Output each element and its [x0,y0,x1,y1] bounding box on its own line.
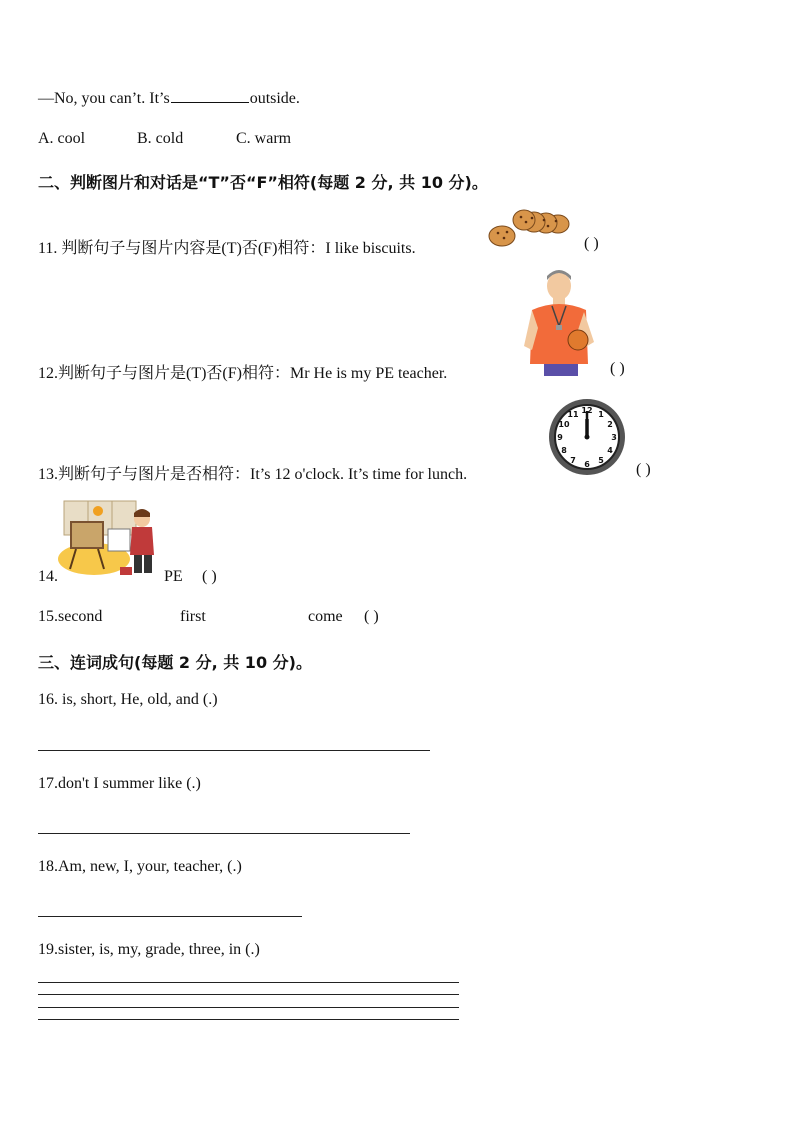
q15-word-1: second [58,608,103,625]
svg-text:8: 8 [561,446,567,455]
q13-text: 13.判断句子与图片是否相符：It’s 12 o'clock. It’s time for lunch. [38,466,468,483]
q19-answer-line-1[interactable] [38,982,459,983]
q10-prefix: —No, you can’t. It’s [38,90,170,107]
q16-text: 16. is, short, He, old, and (.) [38,691,218,708]
q15-answer-parens[interactable]: ( ) [364,608,379,625]
svg-text:12: 12 [581,406,593,415]
q10-blank[interactable] [171,88,249,103]
svg-text:7: 7 [570,456,576,465]
q19-answer-line-3[interactable] [38,1007,459,1008]
svg-text:10: 10 [558,420,570,429]
biscuits-image [488,208,572,252]
q19-answer-line-4[interactable] [38,1019,459,1020]
section-2-title: 二、判断图片和对话是“T”否“F”相符(每题 2 分, 共 10 分)。 [38,173,488,192]
q12-answer-parens[interactable]: ( ) [610,360,625,377]
q14-answer-parens[interactable]: ( ) [202,568,217,585]
svg-text:6: 6 [584,460,590,469]
svg-text:9: 9 [557,433,563,442]
q19-text: 19.sister, is, my, grade, three, in (.) [38,941,260,958]
svg-text:4: 4 [607,446,613,455]
svg-text:2: 2 [607,420,613,429]
section-3-title: 三、连词成句(每题 2 分, 共 10 分)。 [38,653,312,672]
q13-answer-parens[interactable]: ( ) [636,461,651,478]
svg-text:1: 1 [598,410,604,419]
q10-option-b[interactable]: B. cold [137,130,184,147]
q15-word-3: come [308,608,343,625]
pe-teacher-image [522,268,596,376]
q18-text: 18.Am, new, I, your, teacher, (.) [38,858,242,875]
q16-answer-line[interactable] [38,750,430,751]
svg-text:11: 11 [567,410,579,419]
q14-number: 14. [38,568,58,585]
svg-text:3: 3 [611,433,617,442]
q17-answer-line[interactable] [38,833,410,834]
q15-line [38,608,102,626]
q12-text: 12.判断句子与图片是(T)否(F)相符：Mr He is my PE teacher. [38,365,448,382]
svg-text:5: 5 [598,456,604,465]
q10-suffix: outside. [249,90,300,107]
q10-line [38,88,300,108]
q18-answer-line[interactable] [38,916,302,917]
q15-number: 15. [38,608,58,625]
q10-option-c[interactable]: C. warm [236,130,292,147]
q14-word: PE [164,568,183,585]
q10-option-a[interactable]: A. cool [38,130,86,147]
q10-options [38,130,291,148]
q15-word-2: first [180,608,206,625]
clock-image [546,397,628,477]
painting-lesson-image [58,495,158,583]
q19-answer-line-2[interactable] [38,994,459,995]
q11-text: 11. 判断句子与图片内容是(T)否(F)相符：I like biscuits. [38,240,416,257]
q17-text: 17.don't I summer like (.) [38,775,201,792]
q11-answer-parens[interactable]: ( ) [584,235,599,252]
